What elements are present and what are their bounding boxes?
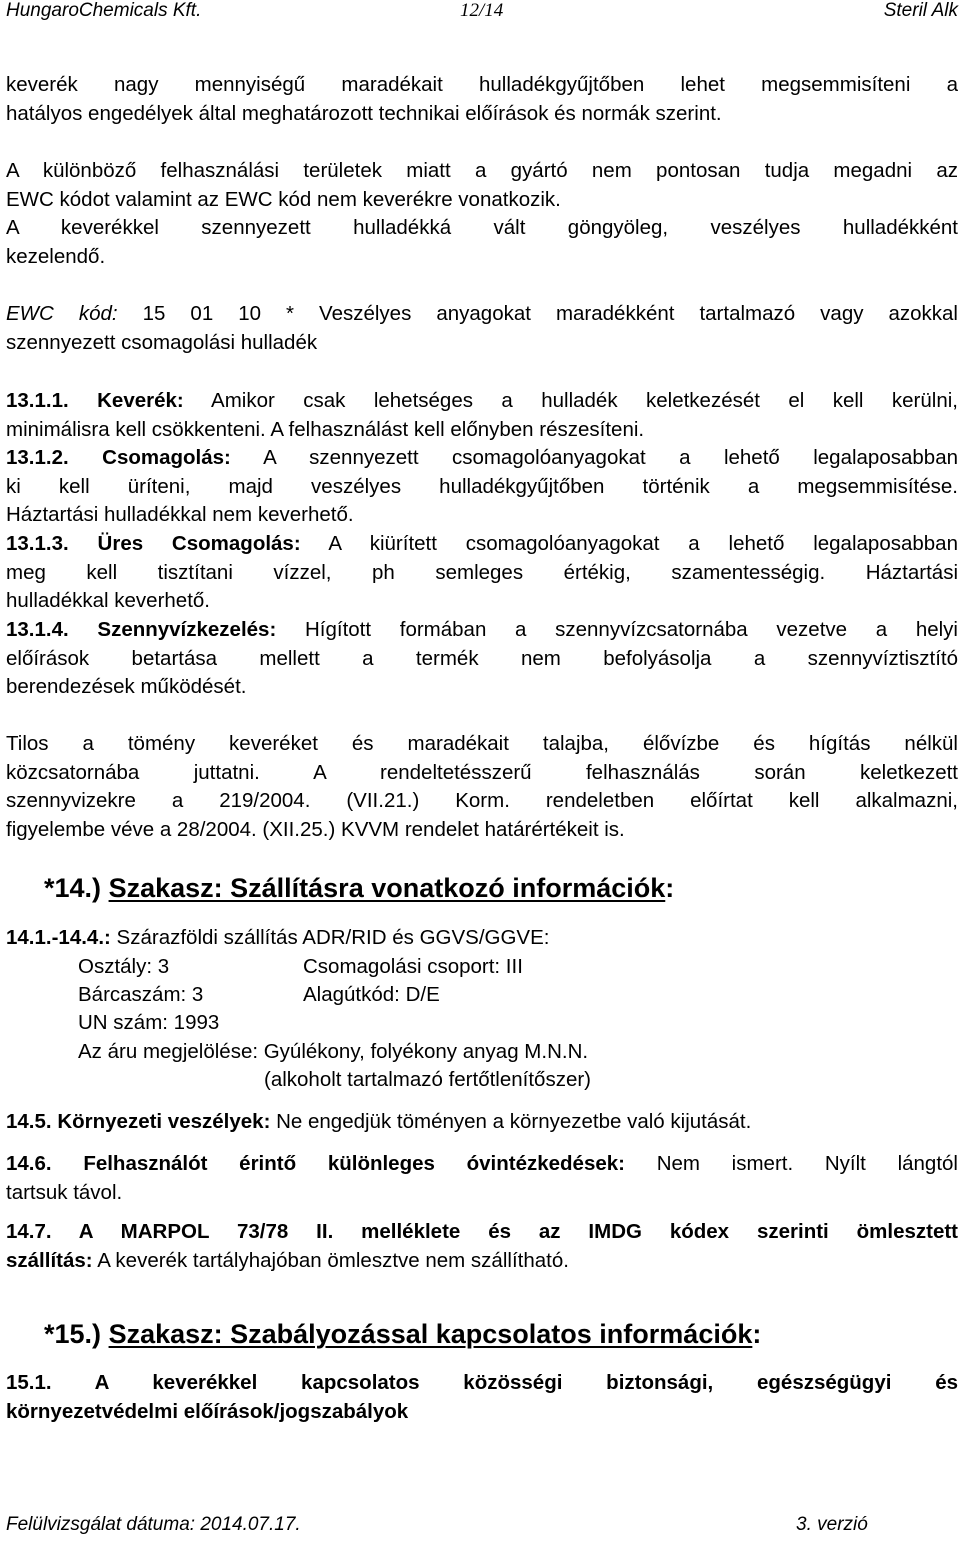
text-line: közcsatornába juttatni. A rendeltetésszerű felhasználás során keletkezett xyxy=(6,760,958,784)
text-line: Tilos a tömény keveréket és maradékait talajba, élővízbe és hígítás nélkül xyxy=(6,732,958,755)
section-number: 13.1.2. xyxy=(6,446,69,469)
text-line: Hígított formában a szennyvízcsatornába vezetve a helyi xyxy=(304,618,958,641)
transport-tunnel-code: Alagútkód: D/E xyxy=(303,983,440,1006)
transport-land-heading xyxy=(6,924,549,953)
text-line: berendezések működését. xyxy=(6,675,247,698)
ewc-code: 15 01 10 * xyxy=(142,302,295,325)
paragraph-13-1-2 xyxy=(6,444,958,530)
heading-colon: : xyxy=(665,873,675,903)
text-line: hatályos engedélyek által meghatározott technikai előírások és normák szerint. xyxy=(6,101,722,125)
section-15-prefix: *15.) xyxy=(44,1319,102,1349)
paragraph-14-5 xyxy=(6,1108,751,1137)
section-number: 14.1.-14.4.: xyxy=(6,926,111,949)
text-line: Ne engedjük töményen a környezetbe való kijutását. xyxy=(276,1110,752,1133)
text-line: EWC kódot valamint az EWC kód nem keverékre vonatkozik. xyxy=(6,187,561,211)
paragraph-ewc-note xyxy=(6,157,958,214)
transport-class: Osztály: 3 xyxy=(78,955,170,978)
header-product: Steril Alk xyxy=(883,0,958,21)
paragraph-ewc-code xyxy=(6,300,958,357)
text-line: Amikor csak lehetséges a hulladék keletkezését el kell kerülni, xyxy=(211,389,958,412)
transport-goods-name-detail: (alkoholt tartalmazó fertőtlenítőszer) xyxy=(264,1068,591,1091)
text-line: A kiürített csomagolóanyagokat a lehető legalaposabban xyxy=(328,532,958,555)
ewc-label: EWC kód: xyxy=(6,302,118,325)
text-line: A különböző felhasználási területek miatt a gyártó nem pontosan tudja megadni az xyxy=(6,159,958,182)
text-line: tartsuk távol. xyxy=(6,1180,123,1204)
text-line: Veszélyes anyagokat maradékként tartalmazó vagy azokkal xyxy=(319,302,958,325)
paragraph-prohibition xyxy=(6,730,958,844)
section-label: Üres Csomagolás: xyxy=(97,532,301,555)
section-14-title: Szakasz: Szállításra vonatkozó információk xyxy=(108,873,666,903)
paragraph-14-7 xyxy=(6,1218,958,1275)
text-line: Háztartási hulladékkal nem keverhető. xyxy=(6,503,354,526)
transport-label-number: Bárcaszám: 3 xyxy=(78,983,204,1006)
paragraph-packaging-waste xyxy=(6,214,958,271)
section-number: 14.6. xyxy=(6,1152,52,1175)
text-line: hulladékkal keverhető. xyxy=(6,589,210,612)
heading-colon: : xyxy=(752,1319,762,1349)
paragraph-disposal xyxy=(6,71,958,128)
paragraph-15-1 xyxy=(6,1369,958,1426)
section-label: Keverék: xyxy=(97,389,184,412)
text-line: ki kell üríteni, majd veszélyes hulladékgyűjtőben történik a megsemmisítése. xyxy=(6,474,958,498)
transport-goods-name: Az áru megjelölése: Gyúlékony, folyékony anyag M.N.N. xyxy=(78,1040,589,1063)
section-label: Felhasználót érintő különleges óvintézkedések: xyxy=(83,1152,625,1175)
text-line: keverék nagy mennyiségű maradékait hulladékgyűjtőben lehet megsemmisíteni a xyxy=(6,73,958,96)
section-label: 15.1. A keverékkel kapcsolatos közösségi biztonsági, egészségügyi és xyxy=(6,1371,958,1394)
text-line: kezelendő. xyxy=(6,244,106,268)
section-14-heading xyxy=(44,872,674,904)
section-15-title: Szakasz: Szabályozással kapcsolatos információk xyxy=(108,1319,753,1349)
header-company: HungaroChemicals Kft. xyxy=(6,0,202,21)
section-label: Környezeti veszélyek: xyxy=(57,1110,271,1133)
text-line: szennyezett csomagolási hulladék xyxy=(6,330,318,354)
section-number: 13.1.4. xyxy=(6,618,69,641)
section-number: 13.1.1. xyxy=(6,389,69,412)
footer-review-date: Felülvizsgálat dátuma: 2014.07.17. xyxy=(6,1514,301,1535)
paragraph-13-1-4 xyxy=(6,616,958,702)
section-number: 14.5. xyxy=(6,1110,52,1133)
text-line: A szennyezett csomagolóanyagokat a lehető legalaposabban xyxy=(263,446,958,469)
text-line: előírások betartása mellett a termék nem befolyásolja a szennyvíztisztító xyxy=(6,646,958,670)
section-label: környezetvédelmi előírások/jogszabályok xyxy=(6,1399,409,1423)
text-line: Szárazföldi szállítás ADR/RID és GGVS/GGVE: xyxy=(116,926,550,949)
section-number: 13.1.3. xyxy=(6,532,69,555)
section-label: Csomagolás: xyxy=(102,446,231,469)
paragraph-13-1-1 xyxy=(6,387,958,444)
footer-version: 3. verzió xyxy=(796,1514,868,1535)
text-line: minimálisra kell csökkenteni. A felhasználást kell előnyben részesíteni. xyxy=(6,417,645,441)
header-page-number: 12/14 xyxy=(460,0,504,21)
transport-packing-group: Csomagolási csoport: III xyxy=(303,955,523,978)
page-header xyxy=(6,0,958,22)
paragraph-13-1-3 xyxy=(6,530,958,616)
section-label: szállítás: xyxy=(6,1248,93,1272)
text-line: szennyvizekre a 219/2004. (VII.21.) Korm. rendeletben előírtat kell alkalmazni, xyxy=(6,789,958,812)
text-line: A keverékkel szennyezett hulladékká vált göngyöleg, veszélyes hulladékként xyxy=(6,216,958,239)
section-15-heading xyxy=(44,1318,761,1350)
paragraph-14-6 xyxy=(6,1150,958,1207)
text-line: figyelembe véve a 28/2004. (XII.25.) KVVM rendelet határértékeit is. xyxy=(6,817,625,841)
section-label: Szennyvízkezelés: xyxy=(97,618,277,641)
section-14-prefix: *14.) xyxy=(44,873,102,903)
transport-un-number: UN szám: 1993 xyxy=(78,1011,220,1034)
text-line: Nem ismert. Nyílt lángtól xyxy=(656,1152,958,1175)
text-line: A keverék tartályhajóban ömlesztve nem szállítható. xyxy=(97,1248,569,1272)
section-label: 14.7. A MARPOL 73/78 II. melléklete és az IMDG kódex szerinti ömlesztett xyxy=(6,1220,958,1243)
text-line: meg kell tisztítani vízzel, ph semleges értékig, szamentességig. Háztartási xyxy=(6,560,958,584)
